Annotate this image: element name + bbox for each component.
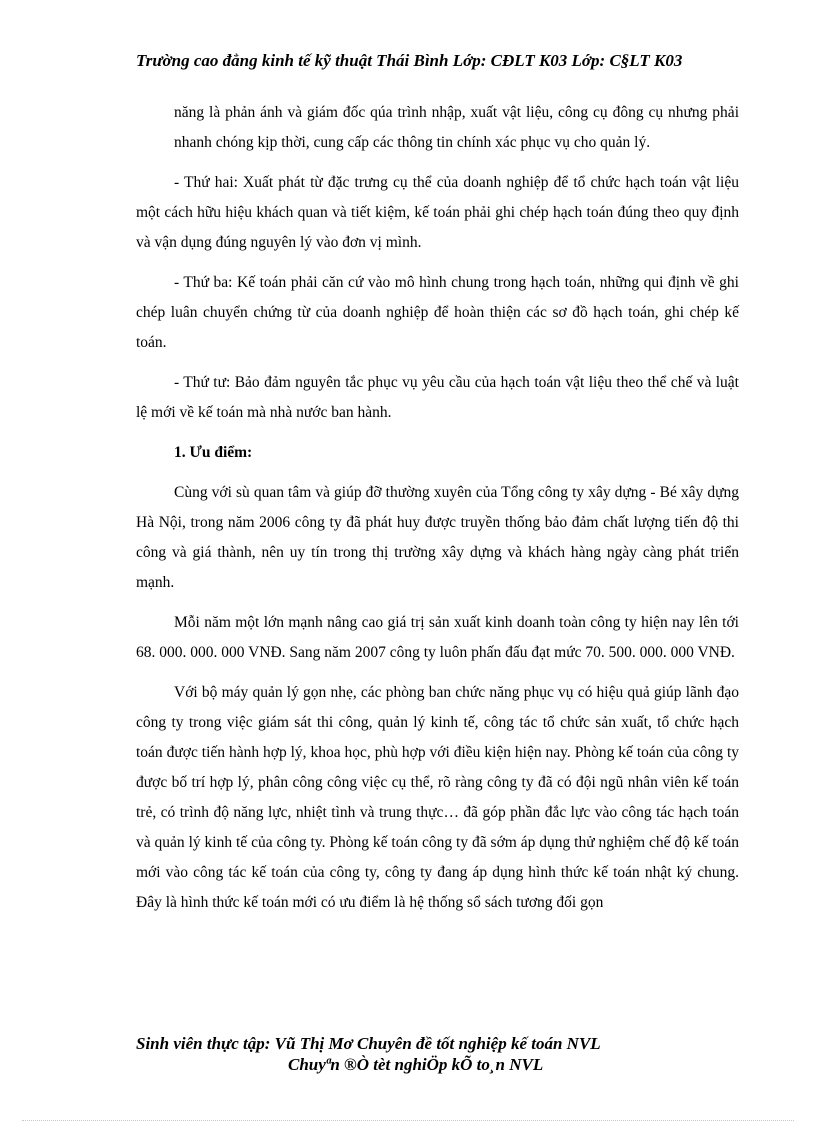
section-heading: 1. Ưu điểm: <box>174 444 253 461</box>
page-footer <box>136 1033 746 1075</box>
paragraph-5: Cùng với sù quan tâm và giúp đỡ thường xuyên của Tổng công ty xây dựng - Bé xây dựng Hà Nội, trong năm 2006 công ty đã phát huy được truyền thống bảo đảm chất lượng tiến độ thi công và giá thành, nên uy tín trong thị trường xây dựng và khách hàng ngày càng phát triển mạnh. <box>136 484 739 591</box>
paragraph-7: Với bộ máy quản lý gọn nhẹ, các phòng ban chức năng phục vụ có hiệu quả giúp lãnh đạo công ty trong việc giám sát thi công, quản lý kinh tế, công tác tổ chức sản xuất, tổ chức hạch toán được tiến hành hợp lý, khoa học, phù hợp với điều kiện hiện nay. Phòng kế toán của công ty được bố trí hợp lý, phân công công việc cụ thể, rõ ràng công ty đã có đội ngũ nhân viên kế toán trẻ, có trình độ năng lực, nhiệt tình và trung thực… đã góp phần đắc lực vào công tác hạch toán và quản lý kinh tế của công ty. Phòng kế toán công ty đã sớm áp dụng thử nghiệm chế độ kế toán mới vào công tác kế toán của công ty, công ty đang áp dụng hình thức kế toán nhật ký chung. Đây là hình thức kế toán mới có ưu điểm là hệ thống sổ sách tương đối gọn <box>136 684 739 911</box>
page-header: Trường cao đẳng kinh tế kỹ thuật Thái Bình Lớp: CĐLT K03 Lớp: C§LT K03 <box>136 51 683 70</box>
page-bottom-divider <box>22 1120 794 1121</box>
footer-line-1: Sinh viên thực tập: Vũ Thị Mơ Chuyên đề tốt nghiệp kế toán NVL <box>136 1034 601 1053</box>
footer-line-2: Chuyªn ®Ò tèt nghiÖp kÕ to¸n NVL <box>288 1055 544 1074</box>
paragraph-4: - Thứ tư: Bảo đảm nguyên tắc phục vụ yêu cầu của hạch toán vật liệu theo thể chế và luật lệ mới về kế toán mà nhà nước ban hành. <box>136 374 739 421</box>
paragraph-3: - Thứ ba: Kế toán phải căn cứ vào mô hình chung trong hạch toán, những qui định về ghi chép luân chuyển chứng từ của doanh nghiệp để hoàn thiện các sơ đồ hạch toán, ghi chép kế toán. <box>136 274 739 351</box>
paragraph-1: năng là phản ánh và giám đốc qúa trình nhập, xuất vật liệu, công cụ đông cụ nhưng phải nhanh chóng kịp thời, cung cấp các thông tin chính xác phục vụ cho quản lý. <box>174 104 739 151</box>
paragraph-6: Mỗi năm một lớn mạnh nâng cao giá trị sản xuất kinh doanh toàn công ty hiện nay lên tới 68. 000. 000. 000 VNĐ. Sang năm 2007 công ty luôn phấn đấu đạt mức 70. 500. 000. 000 VNĐ. <box>136 614 739 661</box>
paragraph-2: - Thứ hai: Xuất phát từ đặc trưng cụ thể của doanh nghiệp để tổ chức hạch toán vật liệu một cách hữu hiệu khách quan và tiết kiệm, kế toán phải ghi chép hạch toán đúng theo quy định và vận dụng đúng nguyên lý vào đơn vị mình. <box>136 174 739 251</box>
document-body <box>136 98 739 928</box>
